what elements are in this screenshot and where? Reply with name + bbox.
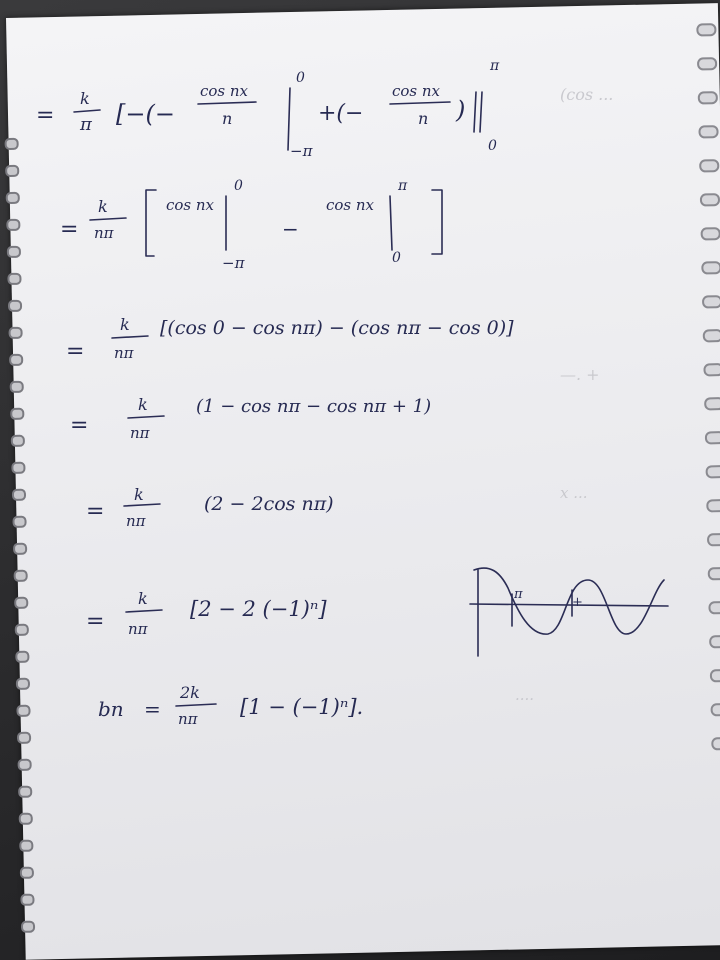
final-expression: [1 − (−1)ⁿ]. [240, 695, 364, 719]
coefficient-denominator: nπ [126, 512, 146, 530]
fraction-bar [176, 704, 216, 706]
equals-sign: = [60, 217, 79, 242]
x-axis [470, 604, 668, 606]
coefficient-denominator: nπ [130, 424, 150, 442]
coefficient-numerator: k [120, 315, 130, 334]
sine-sketch-graph [470, 568, 668, 656]
coefficient-numerator: k [138, 395, 148, 414]
fraction-bar [198, 102, 256, 104]
coefficient-numerator: k [138, 589, 148, 608]
fraction-bar [74, 110, 100, 112]
graph-label-pi: π [514, 587, 523, 602]
ghost-text: x ... [560, 484, 588, 502]
evaluation-bar [288, 88, 290, 150]
equals-sign: = [36, 103, 55, 128]
expanded-expression: [(cos 0 − cos nπ) − (cos nπ − cos 0)] [160, 317, 514, 339]
fraction-2-numerator: cos nx [392, 82, 441, 100]
evaluation-bar [390, 196, 392, 250]
close-bracket [432, 190, 442, 254]
minus-sign: − [282, 217, 299, 241]
equation-line-4 [70, 395, 431, 442]
equals-sign: = [86, 609, 105, 634]
eval-1-lower-limit: −π [222, 254, 245, 272]
equation-line-7-result [98, 683, 363, 728]
coefficient-denominator: nπ [114, 344, 134, 362]
open-bracket [146, 190, 156, 256]
term-1: cos nx [166, 196, 215, 214]
coefficient-denominator: nπ [128, 620, 148, 638]
wave-curve [474, 568, 664, 634]
evaluation-bars [474, 92, 482, 132]
equals-sign: = [70, 413, 89, 438]
equation-line-5 [86, 485, 334, 530]
eval-1-lower-limit: −π [290, 142, 313, 160]
equation-line-3 [66, 315, 514, 364]
fraction-bar [124, 504, 160, 506]
ghost-text: .... [515, 686, 535, 704]
eval-2-lower-limit: 0 [392, 250, 401, 266]
eval-1-upper-limit: 0 [234, 178, 243, 194]
plus-term: +(− [318, 101, 364, 126]
coefficient-numerator: k [134, 485, 144, 504]
equals-sign: = [86, 499, 105, 524]
fraction-1-numerator: cos nx [200, 82, 249, 100]
coefficient-denominator: nπ [94, 224, 114, 242]
fraction-bar [126, 610, 162, 612]
close-paren: ) [456, 96, 466, 124]
equals-sign: = [66, 339, 85, 364]
coefficient-numerator: k [98, 197, 108, 216]
coefficient-numerator: k [80, 89, 90, 108]
ghost-text: (cos ... [560, 85, 614, 104]
coefficient-denominator: nπ [178, 710, 198, 728]
combined-expression: (2 − 2cos nπ) [204, 493, 334, 515]
fraction-bar [390, 102, 450, 104]
fraction-1-denominator: n [222, 109, 233, 128]
term-2: cos nx [326, 196, 375, 214]
eval-2-upper-limit: π [398, 178, 408, 194]
equation-line-2 [60, 178, 442, 272]
coefficient-numerator: 2k [180, 683, 200, 702]
eval-2-lower-limit: 0 [488, 138, 497, 154]
fraction-bar [112, 336, 148, 338]
result-lhs: bn [98, 697, 124, 721]
fraction-bar [128, 416, 164, 418]
fraction-bar [90, 218, 126, 220]
equation-line-1 [36, 58, 500, 160]
graph-label-plus: + [572, 595, 583, 610]
ghost-text: —. + [560, 365, 600, 384]
eval-1-upper-limit: 0 [296, 70, 305, 86]
equation-line-6 [86, 589, 327, 638]
fraction-2-denominator: n [418, 109, 429, 128]
equals-sign: = [144, 697, 161, 721]
expression-open: [−(− [116, 100, 175, 128]
parity-expression: [2 − 2 (−1)ⁿ] [190, 597, 327, 621]
eval-2-upper-limit: π [490, 58, 500, 74]
simplified-expression: (1 − cos nπ − cos nπ + 1) [196, 396, 432, 417]
coefficient-denominator: π [80, 114, 92, 135]
